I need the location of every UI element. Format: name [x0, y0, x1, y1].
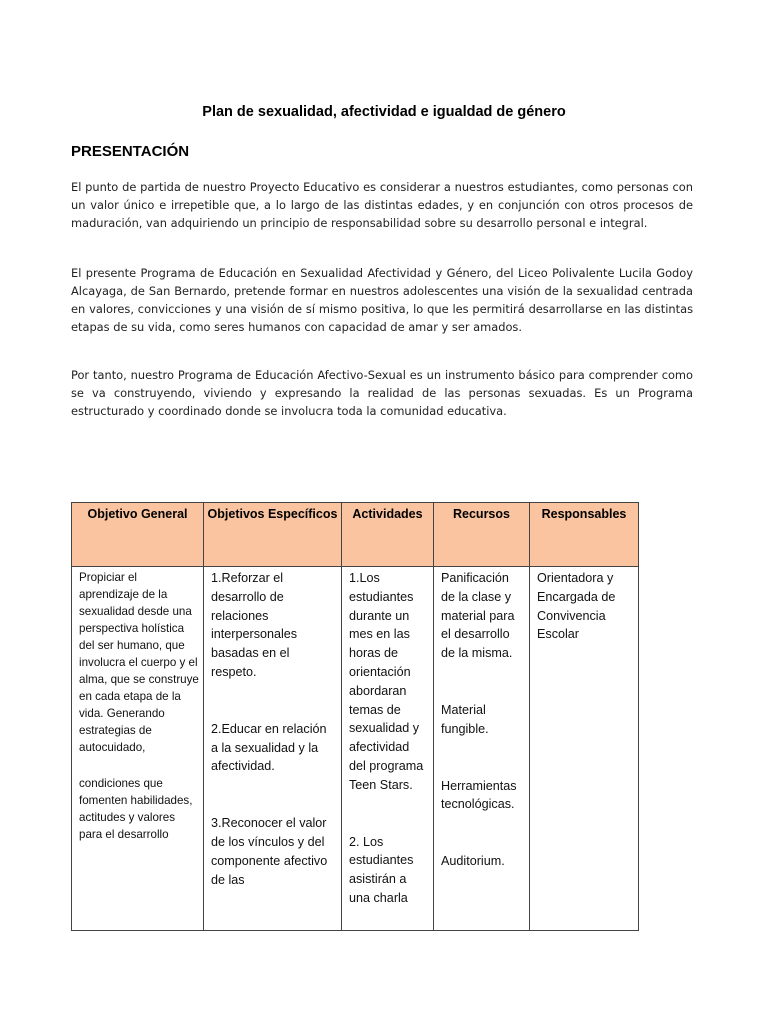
recurso-1: Panificación de la clase y material para el desarrollo de la misma.	[441, 571, 515, 661]
section-heading: PRESENTACIÓN	[71, 143, 190, 160]
header-responsables: Responsables	[530, 503, 639, 567]
document-title: Plan de sexualidad, afectividad e igualdad de género	[202, 104, 566, 120]
actividad-1: 1.Los estudiantes durante un mes en las horas de orientación abordaran temas de sexualidad y afectividad del programa Teen Stars.	[349, 571, 424, 792]
table-header-row	[72, 503, 639, 567]
cell-responsables	[530, 567, 639, 931]
objetivo-especifico-1: 1.Reforzar el desarrollo de relaciones interpersonales basadas en el respeto.	[211, 571, 298, 679]
objetivo-general-text-1: Propiciar el aprendizaje de la sexualidad desde una perspectiva holística del ser humano, que involucra el cuerpo y el alma, que se construye en cada etapa de la vida. Generando estrategias de autocuidado,	[79, 571, 199, 754]
cell-objetivo-general	[72, 567, 204, 931]
responsables-text: Orientadora y Encargada de Convivencia Escolar	[537, 571, 616, 642]
header-objetivos-especificos: Objetivos Específicos	[204, 503, 342, 567]
recurso-2: Material fungible.	[441, 702, 489, 736]
paragraph-2: El presente Programa de Educación en Sexualidad Afectividad y Género, del Liceo Polivalente Lucila Godoy Alcayaga, de San Bernardo, pretende formar en nuestros adolescentes una visión de la sexualidad centrada en valores, convicciones y una visión de sí mismo positiva, lo que les permitirá desarrollarse en las distintas etapas de su vida, como seres humanos con capacidad de amar y ser amados.	[71, 266, 693, 334]
objetivo-especifico-3: 3.Reconocer el valor de los vínculos y del componente afectivo de las	[211, 816, 328, 887]
objetivo-especifico-2: 2.Educar en relación a la sexualidad y la afectividad.	[211, 721, 327, 774]
cell-recursos	[434, 567, 530, 931]
paragraph-3: Por tanto, nuestro Programa de Educación Afectivo-Sexual es un instrumento básico para comprender como se va construyendo, viviendo y expresando la realidad de las personas sexuadas. Es un Programa estructurado y coordinado donde se involucra toda la comunidad educativa.	[71, 368, 693, 418]
cell-objetivos-especificos	[204, 567, 342, 931]
header-recursos: Recursos	[434, 503, 530, 567]
objetivo-general-text-2: condiciones que fomenten habilidades, actitudes y valores para el desarrollo	[79, 777, 193, 841]
paragraph-1: El punto de partida de nuestro Proyecto Educativo es considerar a nuestros estudiantes, como personas con un valor único e irrepetible que, a lo largo de las distintas edades, y en conjunción con otros procesos de maduración, van adquiriendo un principio de responsabilidad sobre su desarrollo personal e integral.	[71, 180, 693, 230]
header-actividades: Actividades	[342, 503, 434, 567]
recurso-3: Herramientas tecnológicas.	[441, 778, 517, 812]
actividad-2: 2. Los estudiantes asistirán a una charla	[349, 834, 414, 905]
cell-actividades	[342, 567, 434, 931]
header-objetivo-general: Objetivo General	[72, 503, 204, 567]
plan-table	[71, 502, 639, 931]
table-row	[72, 567, 639, 931]
recurso-4: Auditorium.	[441, 854, 505, 869]
